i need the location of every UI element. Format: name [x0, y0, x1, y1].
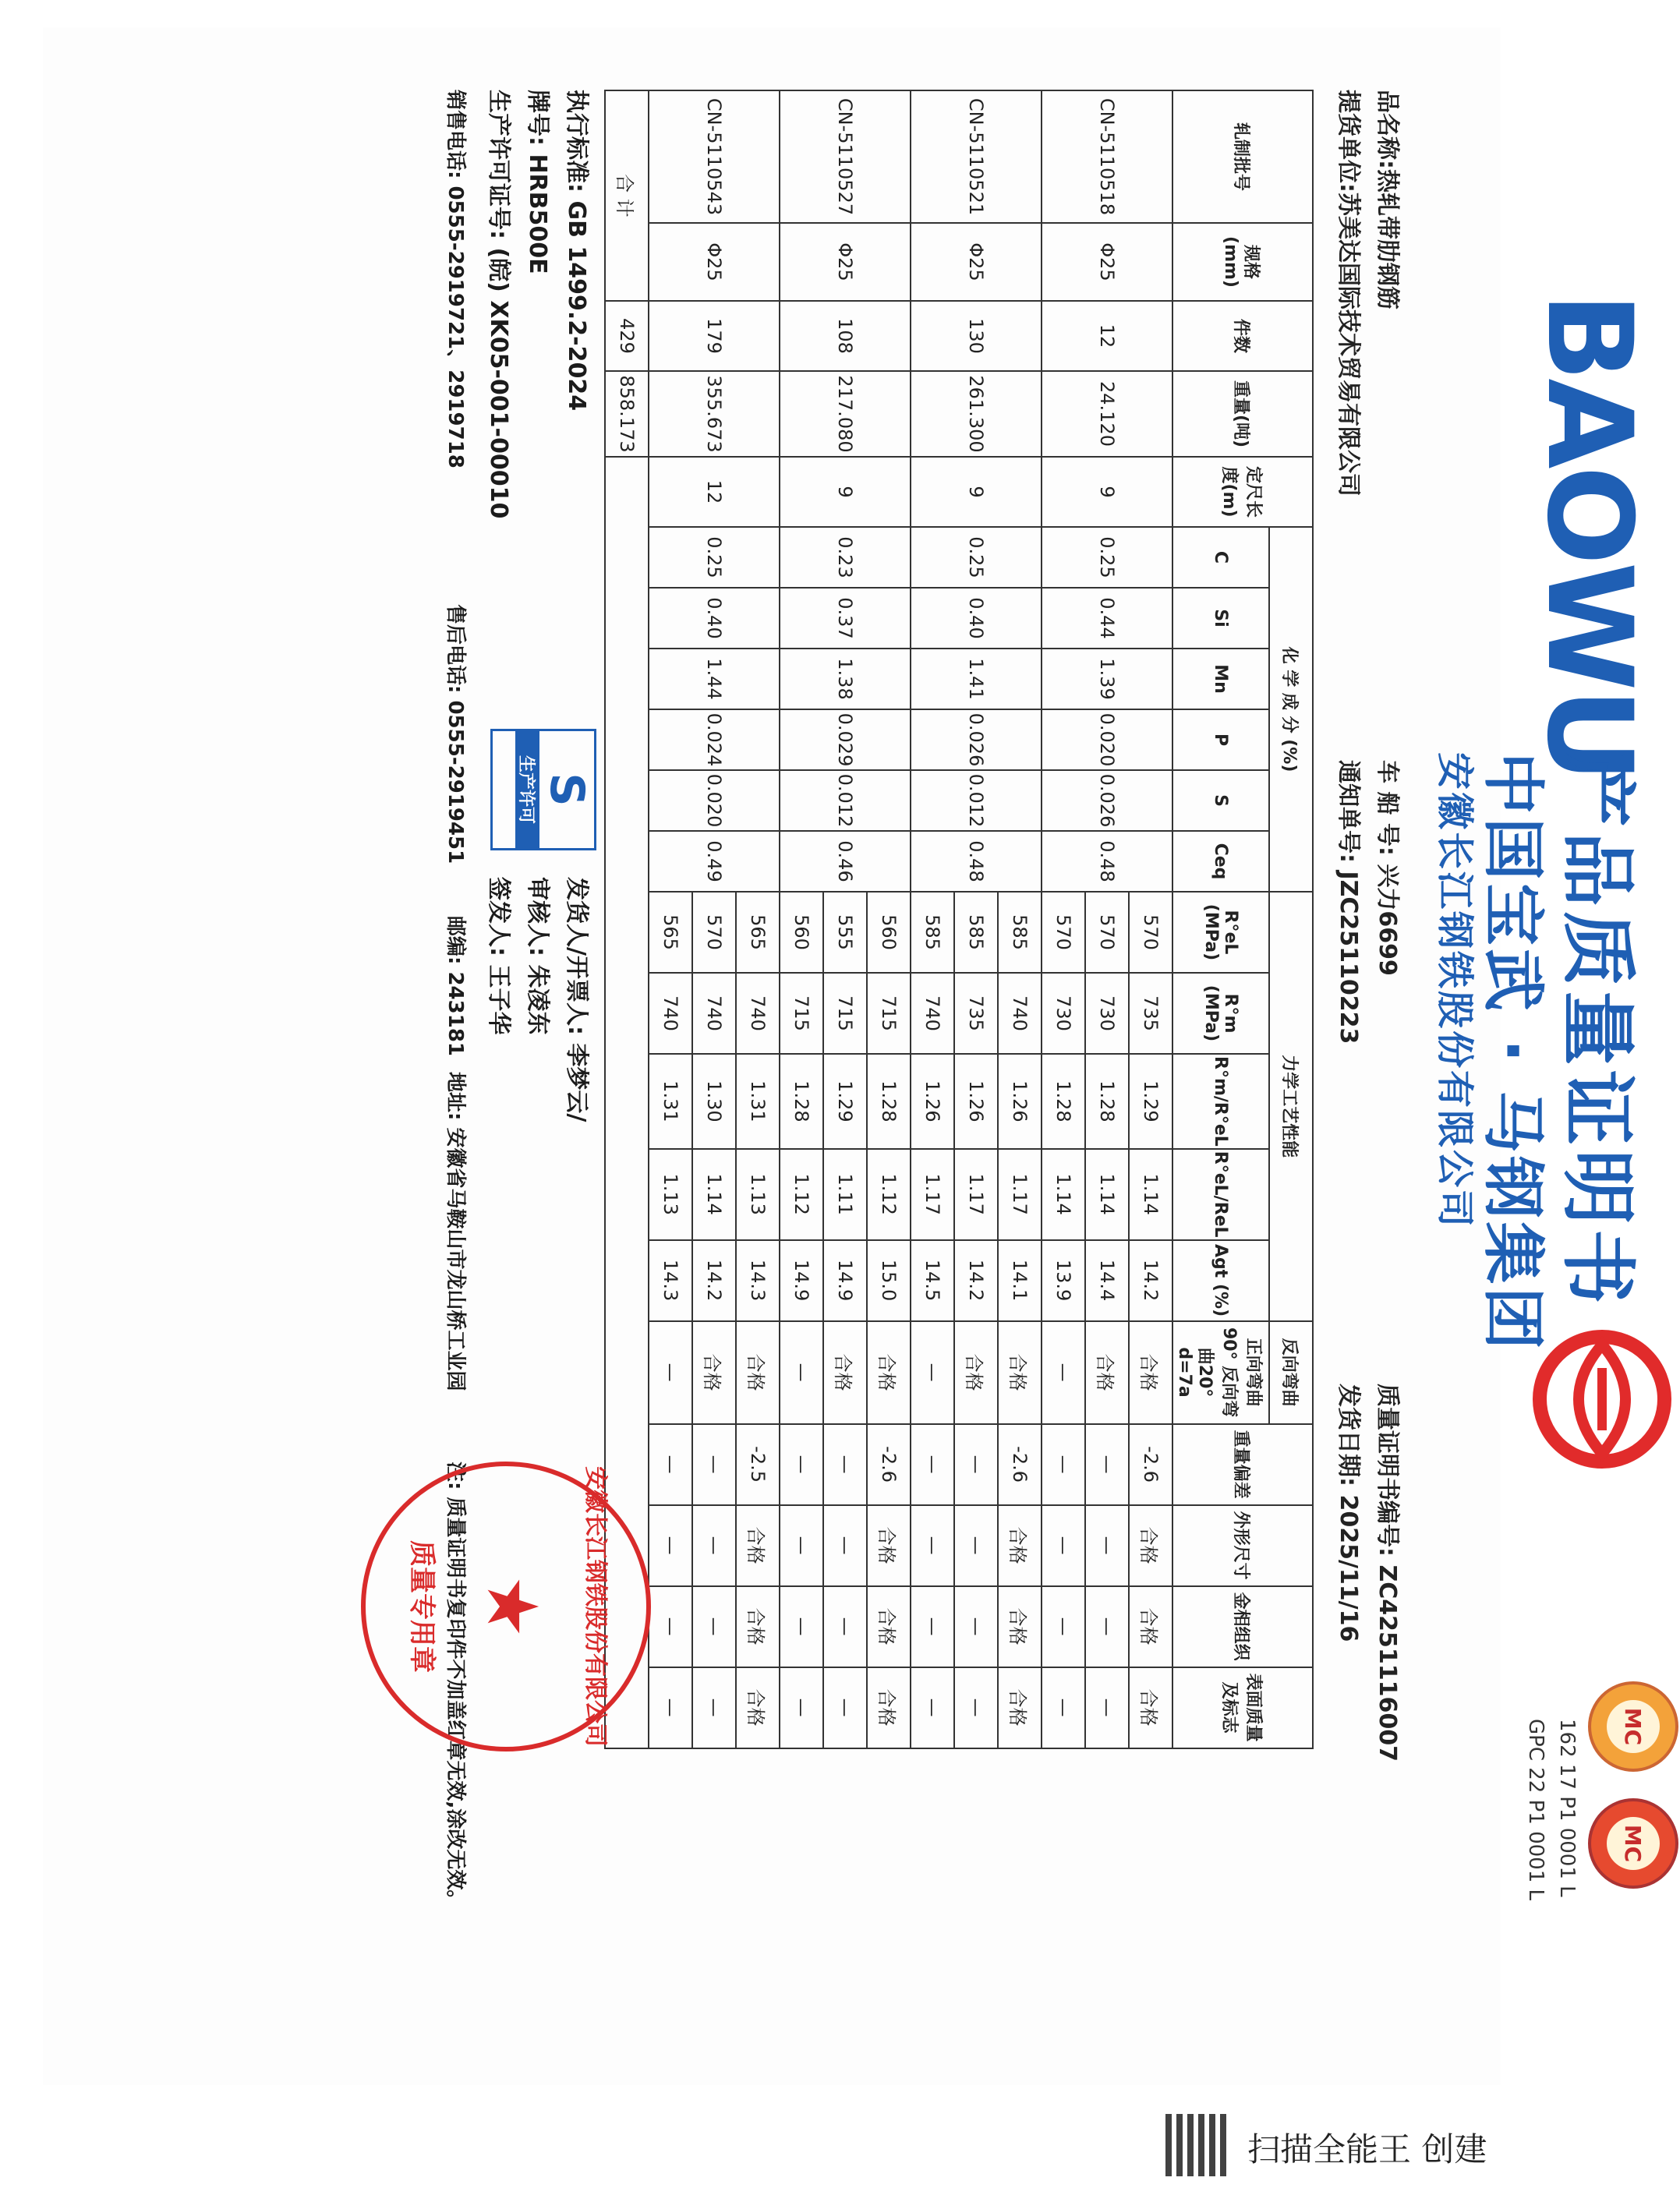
- table-row: [867, 90, 911, 1748]
- cell-mech: 1.13: [649, 1149, 692, 1240]
- cell-shape: —: [823, 1505, 867, 1586]
- cell-mech: 565: [736, 892, 780, 973]
- standard-value: GB 1499.2-2024: [563, 200, 590, 412]
- cell-mech: 15.0: [867, 1240, 911, 1321]
- cell-mech: 735: [1129, 973, 1172, 1054]
- col-surface: 表面质量及标志: [1172, 1667, 1313, 1748]
- cell-metal: —: [954, 1586, 998, 1667]
- cell-surface: 合格: [867, 1667, 911, 1748]
- cell-surface: —: [649, 1667, 692, 1748]
- notice-label: 通知单号:: [1335, 760, 1362, 863]
- scan-watermark: 扫描全能王 创建: [1247, 2130, 1487, 2169]
- cell-surface: —: [780, 1667, 823, 1748]
- mech-group: 力学工艺性能: [1269, 892, 1313, 1321]
- cell-mech: 1.14: [1129, 1149, 1172, 1240]
- issuer-label: 发货人/开票人:: [563, 877, 590, 1035]
- col-batch: 轧制批号: [1172, 90, 1313, 223]
- cell-mech: 14.9: [780, 1240, 823, 1321]
- cell-metal: 合格: [998, 1586, 1042, 1667]
- cell-mech: 570: [692, 892, 736, 973]
- cell-pieces: 12: [1042, 301, 1172, 371]
- cell-metal: 合格: [1129, 1586, 1172, 1667]
- cell-dev: —: [823, 1424, 867, 1505]
- cell-metal: 合格: [736, 1586, 780, 1667]
- cell-dev: —: [911, 1424, 954, 1505]
- stamp-sub: 质量专用章: [406, 1540, 437, 1673]
- qr-code-icon: [1165, 2114, 1228, 2176]
- cert-code-1: 162 17 P1 0001 L: [1555, 1719, 1579, 1897]
- cell-mech: 1.11: [823, 1149, 867, 1240]
- notice-number: [1334, 760, 1368, 1044]
- cell-surface: 合格: [1129, 1667, 1172, 1748]
- reviewer: [523, 877, 557, 1034]
- cert-number-value: ZC4251116007: [1374, 1564, 1401, 1762]
- cell-chem: 0.020: [649, 770, 780, 831]
- cell-dev: -2.6: [998, 1424, 1042, 1505]
- cert-number: [1373, 1384, 1407, 1762]
- cell-pieces: 108: [780, 301, 911, 371]
- cell-metal: 合格: [867, 1586, 911, 1667]
- license-badge-text: 生产许可: [515, 731, 539, 848]
- cell-dev: -2.6: [1129, 1424, 1172, 1505]
- signer-label: 签发人:: [485, 877, 512, 956]
- standard: [562, 90, 596, 411]
- cert-code-2: GPC 22 P1 0001 L: [1524, 1719, 1547, 1900]
- sales-phone: 销售电话: 0555-2919721、2919718: [444, 90, 467, 468]
- cell-mech: 570: [1042, 892, 1085, 973]
- cell-mech: 570: [1129, 892, 1172, 973]
- cell-mech: 735: [954, 973, 998, 1054]
- cell-chem: 0.23: [780, 527, 911, 588]
- vessel-label: 车 船 号:: [1374, 760, 1401, 856]
- cell-chem: 0.024: [649, 709, 780, 770]
- document-title: 产品质量证明书: [1554, 752, 1641, 1309]
- issuer: [562, 877, 596, 1122]
- cell-shape: —: [780, 1505, 823, 1586]
- cell-mech: 730: [1042, 973, 1085, 1054]
- address: 地址: 安徽省马鞍山市龙山桥工业园: [444, 1072, 467, 1391]
- cell-pieces: 130: [911, 301, 1042, 371]
- cell-surface: —: [1042, 1667, 1085, 1748]
- cell-batch: CN-5110521: [911, 90, 1042, 223]
- cell-surface: —: [823, 1667, 867, 1748]
- col-length: 定尺长度(m): [1172, 457, 1313, 527]
- cell-mech: 715: [867, 973, 911, 1054]
- mc-badge-text-2: MC: [1620, 1824, 1646, 1863]
- mc-badge-icon: [1586, 1797, 1680, 1890]
- standard-label: 执行标准:: [563, 90, 590, 193]
- cell-bend: —: [780, 1321, 823, 1424]
- cell-mech: 740: [736, 973, 780, 1054]
- cell-chem: 0.48: [1042, 831, 1172, 892]
- notice-value: JZC25110223: [1335, 871, 1362, 1045]
- cell-chem: 1.39: [1042, 649, 1172, 709]
- cell-length: 12: [649, 457, 780, 527]
- cell-surface: —: [954, 1667, 998, 1748]
- cell-metal: —: [911, 1586, 954, 1667]
- cell-mech: 1.17: [998, 1149, 1042, 1240]
- col-si: Si: [1172, 588, 1269, 649]
- col-p: P: [1172, 709, 1269, 770]
- quality-stamp: [361, 1462, 651, 1751]
- bend-group: 反向弯曲: [1269, 1321, 1313, 1424]
- cell-chem: 0.026: [911, 709, 1042, 770]
- group-name: 中国宝武 · 马钢集团: [1477, 752, 1549, 1353]
- cell-batch: CN-5110543: [649, 90, 780, 223]
- cell-mech: 560: [780, 892, 823, 973]
- postcode: 邮编: 243181: [444, 916, 467, 1056]
- license-label: 生产许可证号:: [485, 90, 512, 239]
- cell-chem: 0.25: [911, 527, 1042, 588]
- cell-bend: 合格: [954, 1321, 998, 1424]
- cell-weight: 261.300: [911, 371, 1042, 457]
- cell-chem: 0.46: [780, 831, 911, 892]
- cell-mech: 740: [649, 973, 692, 1054]
- cell-chem: 0.020: [1042, 709, 1172, 770]
- cell-dev: —: [649, 1424, 692, 1505]
- total-pieces: 429: [605, 301, 649, 371]
- ship-date-label: 发货日期:: [1335, 1384, 1362, 1486]
- cell-chem: 1.41: [911, 649, 1042, 709]
- stamp-company: 安徽长江钢铁股份有限公司: [582, 1466, 609, 1747]
- cell-chem: 0.25: [1042, 527, 1172, 588]
- cell-length: 9: [1042, 457, 1172, 527]
- cell-chem: 0.029: [780, 709, 911, 770]
- cell-metal: —: [823, 1586, 867, 1667]
- cell-mech: 1.29: [823, 1054, 867, 1149]
- mc-badge-icon: [1586, 1680, 1680, 1773]
- cell-mech: 14.2: [1129, 1240, 1172, 1321]
- company-emblem-icon: [1524, 1321, 1680, 1477]
- cell-dev: —: [954, 1424, 998, 1505]
- cell-mech: 1.17: [954, 1149, 998, 1240]
- cell-dev: —: [692, 1424, 736, 1505]
- cell-metal: —: [1085, 1586, 1129, 1667]
- cell-mech: 1.30: [692, 1054, 736, 1149]
- cell-metal: —: [1042, 1586, 1085, 1667]
- cell-mech: 740: [911, 973, 954, 1054]
- col-rel-ratio: R°eL/ReL: [1172, 1149, 1269, 1240]
- cell-chem: 0.37: [780, 588, 911, 649]
- buyer: 提货单位:苏美达国际技术贸易有限公司: [1335, 90, 1362, 497]
- cell-mech: 1.31: [736, 1054, 780, 1149]
- reviewer-label: 审核人:: [524, 877, 551, 956]
- cert-badge-2: [1586, 1797, 1680, 1890]
- cell-shape: 合格: [736, 1505, 780, 1586]
- cell-mech: 560: [867, 892, 911, 973]
- vessel: [1373, 760, 1407, 976]
- cell-mech: 14.4: [1085, 1240, 1129, 1321]
- cell-mech: 585: [998, 892, 1042, 973]
- cell-mech: 1.26: [954, 1054, 998, 1149]
- cell-shape: —: [954, 1505, 998, 1586]
- mc-badge-text-1: MC: [1620, 1707, 1646, 1746]
- cell-bend: 合格: [867, 1321, 911, 1424]
- cell-mech: 14.1: [998, 1240, 1042, 1321]
- rotated-document: [175, 58, 1657, 2132]
- product-name: 品名称:热轧带肋钢筋: [1374, 90, 1401, 309]
- cell-mech: 740: [692, 973, 736, 1054]
- col-weight: 重量(吨): [1172, 371, 1313, 457]
- table-row: [1129, 90, 1172, 1748]
- col-agt: Agt (%): [1172, 1240, 1269, 1321]
- cell-mech: 1.14: [1042, 1149, 1085, 1240]
- col-bend: 正向弯曲90° 反向弯曲20° d=7a: [1172, 1321, 1269, 1424]
- col-metallography: 金相组织: [1172, 1586, 1313, 1667]
- col-pieces: 件数: [1172, 301, 1313, 371]
- cell-chem: 0.44: [1042, 588, 1172, 649]
- cell-spec: Φ25: [649, 223, 780, 301]
- col-weight-dev: 重量偏差: [1172, 1424, 1313, 1505]
- cell-mech: 730: [1085, 973, 1129, 1054]
- cell-surface: —: [911, 1667, 954, 1748]
- total-label: 合 计: [605, 90, 649, 301]
- cell-mech: 715: [823, 973, 867, 1054]
- cert-number-label: 质量证明书编号:: [1374, 1384, 1401, 1557]
- cell-chem: 0.012: [780, 770, 911, 831]
- cell-spec: Φ25: [911, 223, 1042, 301]
- cell-bend: 合格: [736, 1321, 780, 1424]
- cell-mech: 1.17: [911, 1149, 954, 1240]
- cell-mech: 740: [998, 973, 1042, 1054]
- cell-mech: 1.28: [780, 1054, 823, 1149]
- cell-mech: 1.26: [911, 1054, 954, 1149]
- cell-batch: CN-5110518: [1042, 90, 1172, 223]
- cell-mech: 715: [780, 973, 823, 1054]
- cell-mech: 1.14: [1085, 1149, 1129, 1240]
- cell-length: 9: [780, 457, 911, 527]
- cell-bend: 合格: [1085, 1321, 1129, 1424]
- cell-surface: —: [692, 1667, 736, 1748]
- cell-mech: 1.28: [1042, 1054, 1085, 1149]
- cell-chem: 0.026: [1042, 770, 1172, 831]
- cell-mech: 14.2: [954, 1240, 998, 1321]
- cell-length: 9: [911, 457, 1042, 527]
- company-name: 安徽长江钢铁股份有限公司: [1433, 752, 1477, 1230]
- cell-bend: 合格: [1129, 1321, 1172, 1424]
- service-phone: 售后电话: 0555-2919451: [444, 604, 467, 864]
- cell-chem: 0.40: [911, 588, 1042, 649]
- col-s: S: [1172, 770, 1269, 831]
- cell-metal: —: [692, 1586, 736, 1667]
- col-spec: 规格(mm): [1172, 223, 1313, 301]
- cell-mech: 14.5: [911, 1240, 954, 1321]
- cell-mech: 1.13: [736, 1149, 780, 1240]
- cell-mech: 14.3: [649, 1240, 692, 1321]
- table-row: [998, 90, 1042, 1748]
- grade-label: 牌号:: [524, 90, 551, 146]
- col-ceq: Ceq: [1172, 831, 1269, 892]
- ship-date-value: 2025/11/16: [1335, 1494, 1362, 1642]
- ship-date: [1334, 1384, 1368, 1642]
- cell-chem: 1.38: [780, 649, 911, 709]
- grade-value: HRB500E: [524, 154, 551, 274]
- cell-chem: 0.012: [911, 770, 1042, 831]
- cell-surface: 合格: [736, 1667, 780, 1748]
- cell-dev: —: [1042, 1424, 1085, 1505]
- col-rm-rel: R°m/R°eL: [1172, 1054, 1269, 1149]
- vessel-value: 兴力6699: [1374, 864, 1401, 976]
- cell-bend: 合格: [998, 1321, 1042, 1424]
- col-mn: Mn: [1172, 649, 1269, 709]
- cell-metal: —: [649, 1586, 692, 1667]
- cell-pieces: 179: [649, 301, 780, 371]
- cell-dev: -2.5: [736, 1424, 780, 1505]
- cell-mech: 14.9: [823, 1240, 867, 1321]
- col-shape: 外形尺寸: [1172, 1505, 1313, 1586]
- cell-mech: 1.12: [780, 1149, 823, 1240]
- cell-mech: 1.28: [1085, 1054, 1129, 1149]
- cell-chem: 0.49: [649, 831, 780, 892]
- grade: [523, 90, 557, 274]
- cell-weight: 24.120: [1042, 371, 1172, 457]
- cell-surface: —: [1085, 1667, 1129, 1748]
- note: 注: 质量证明书复印件不加盖红章无效,涂改无效。: [444, 1462, 467, 1911]
- signer-value: 王子华: [485, 964, 512, 1035]
- cell-mech: 1.26: [998, 1054, 1042, 1149]
- cell-shape: —: [1042, 1505, 1085, 1586]
- license: [484, 90, 518, 518]
- cell-shape: 合格: [998, 1505, 1042, 1586]
- cell-shape: 合格: [867, 1505, 911, 1586]
- qs-icon: S: [539, 772, 594, 807]
- cell-mech: 1.12: [867, 1149, 911, 1240]
- cell-mech: 1.29: [1129, 1054, 1172, 1149]
- cell-spec: Φ25: [780, 223, 911, 301]
- cell-spec: Φ25: [1042, 223, 1172, 301]
- col-rel: R°eL (MPa): [1172, 892, 1269, 973]
- cell-shape: 合格: [1129, 1505, 1172, 1586]
- star-icon: ★: [471, 1575, 553, 1638]
- cell-dev: —: [780, 1424, 823, 1505]
- cell-mech: 1.28: [867, 1054, 911, 1149]
- cell-chem: 0.25: [649, 527, 780, 588]
- table-body: [649, 90, 1172, 1748]
- col-rm: R°m (MPa): [1172, 973, 1269, 1054]
- cell-mech: 565: [649, 892, 692, 973]
- cell-mech: 13.9: [1042, 1240, 1085, 1321]
- signer: [484, 877, 518, 1034]
- col-c: C: [1172, 527, 1269, 588]
- quality-table: [604, 90, 1314, 1749]
- cell-mech: 1.31: [649, 1054, 692, 1149]
- cell-weight: 217.080: [780, 371, 911, 457]
- cell-bend: 合格: [692, 1321, 736, 1424]
- issuer-value: 李梦云/: [563, 1043, 590, 1122]
- total-weight: 858.173: [605, 371, 649, 457]
- cert-badge-1: [1586, 1680, 1680, 1773]
- cell-mech: 14.3: [736, 1240, 780, 1321]
- cell-chem: 0.40: [649, 588, 780, 649]
- cell-shape: —: [692, 1505, 736, 1586]
- cell-bend: —: [649, 1321, 692, 1424]
- chem-group: 化 学 成 分 (%): [1269, 527, 1313, 892]
- cell-bend: —: [1042, 1321, 1085, 1424]
- table-row: [736, 90, 780, 1748]
- certificate-sheet: [43, 27, 1657, 2085]
- baowu-logo: BAOWU: [1521, 292, 1657, 780]
- cell-bend: 合格: [823, 1321, 867, 1424]
- cell-shape: —: [911, 1505, 954, 1586]
- cell-shape: —: [649, 1505, 692, 1586]
- cell-mech: 1.14: [692, 1149, 736, 1240]
- license-value: (皖) XK05-001-00010: [485, 247, 512, 519]
- cell-mech: 555: [823, 892, 867, 973]
- cell-weight: 355.673: [649, 371, 780, 457]
- cell-mech: 570: [1085, 892, 1129, 973]
- cell-shape: —: [1085, 1505, 1129, 1586]
- license-badge: [490, 729, 596, 850]
- cell-mech: 14.2: [692, 1240, 736, 1321]
- cell-bend: —: [911, 1321, 954, 1424]
- cell-chem: 1.44: [649, 649, 780, 709]
- cell-mech: 585: [954, 892, 998, 973]
- cell-mech: 585: [911, 892, 954, 973]
- cell-dev: -2.6: [867, 1424, 911, 1505]
- cell-surface: 合格: [998, 1667, 1042, 1748]
- cell-metal: —: [780, 1586, 823, 1667]
- cell-dev: —: [1085, 1424, 1129, 1505]
- cell-batch: CN-5110527: [780, 90, 911, 223]
- cell-chem: 0.48: [911, 831, 1042, 892]
- reviewer-value: 朱凌东: [524, 964, 551, 1035]
